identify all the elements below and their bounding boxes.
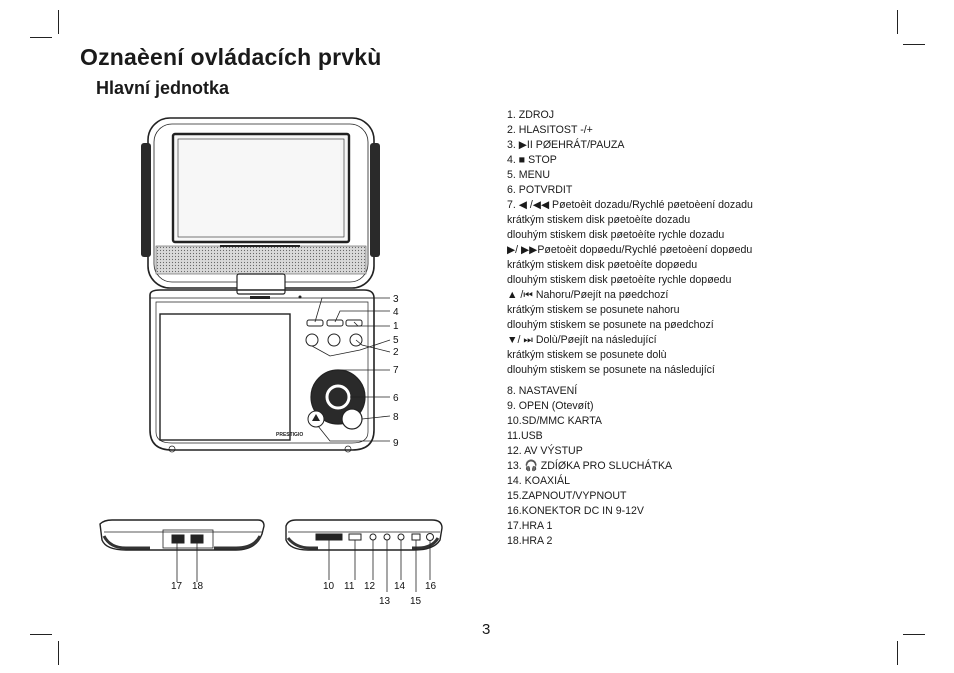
callout-12: 12 <box>364 581 376 592</box>
callout-9: 9 <box>393 438 399 449</box>
legend-item: dlouhým stiskem disk pøetoèíte rychle dozadu <box>507 229 725 241</box>
legend-item: 8. NASTAVENÍ <box>507 385 578 397</box>
legend-item: 5. MENU <box>507 169 550 181</box>
page-title: Oznaèení ovládacích prvkù <box>80 44 382 70</box>
volume-button <box>328 334 340 346</box>
legend-item: ▲ /⏮ Nahoru/Pøejít na pøedchozí <box>507 289 669 301</box>
legend-item: ▼/ ⏭ Dolù/Pøejít na následující <box>507 334 657 346</box>
callout-5: 5 <box>393 335 399 346</box>
legend-item: krátkým stiskem disk pøetoèíte dozadu <box>507 214 691 226</box>
callout-6: 6 <box>393 393 399 404</box>
callout-3: 3 <box>393 294 399 305</box>
callout-13: 13 <box>379 596 391 607</box>
legend-item: 14. KOAXIÁL <box>507 475 571 487</box>
callout-11: 11 <box>344 581 355 592</box>
callout-14: 14 <box>394 581 406 592</box>
legend-item: 10.SD/MMC KARTA <box>507 415 602 427</box>
callout-10: 10 <box>323 581 335 592</box>
legend-item: dlouhým stiskem disk pøetoèíte rychle dopøedu <box>507 274 732 286</box>
power-switch <box>412 534 420 540</box>
callout-labels <box>393 294 399 449</box>
control-buttons <box>306 320 365 429</box>
menu-button <box>306 334 318 346</box>
usb-port <box>349 534 361 540</box>
legend-item: 13. 🎧 ZDÍØKA PRO SLUCHÁTKA <box>507 460 673 472</box>
av-out-jack <box>370 534 376 540</box>
legend-item: 4. ■ STOP <box>507 154 557 166</box>
legend-item: dlouhým stiskem se posunete na pøedchozí <box>507 319 714 331</box>
legend-item: krátkým stiskem se posunete dolù <box>507 349 667 361</box>
callout-1: 1 <box>393 321 399 332</box>
legend-item: 17.HRA 1 <box>507 520 553 532</box>
callout-17: 17 <box>171 581 183 592</box>
legend-item: 1. ZDROJ <box>507 109 555 121</box>
callout-8: 8 <box>393 412 399 423</box>
legend-item: 18.HRA 2 <box>507 535 553 547</box>
legend-item: dlouhým stiskem se posunete na následující <box>507 364 715 376</box>
legend-item: 9. OPEN (Otevøít) <box>507 400 594 412</box>
game1-port <box>172 535 184 543</box>
game2-port <box>191 535 203 543</box>
device-brand-label: PRESTIGIO <box>276 432 304 438</box>
left-side-view <box>100 520 264 582</box>
callout-2: 2 <box>393 347 399 358</box>
callout-4: 4 <box>393 307 399 318</box>
screen-lid <box>141 118 380 288</box>
callout-7: 7 <box>393 365 399 376</box>
legend-item: 11.USB <box>507 430 543 442</box>
page-subtitle: Hlavní jednotka <box>96 78 230 98</box>
legend-item: krátkým stiskem disk pøetoèíte dopøedu <box>507 259 698 271</box>
legend-item: 6. POTVRDIT <box>507 184 573 196</box>
power-button <box>346 320 362 326</box>
coaxial-jack <box>398 534 404 540</box>
legend-item: 12. AV VÝSTUP <box>507 445 583 457</box>
legend-item: 16.KONEKTOR DC IN 9-12V <box>507 505 644 517</box>
sd-card-slot <box>316 534 342 540</box>
legend-item: 7. ◀ /◀◀ Pøetoèit dozadu/Rychlé pøetoèení dozadu <box>507 199 753 211</box>
setup-button <box>342 409 362 429</box>
callout-15: 15 <box>410 596 422 607</box>
disc-lid <box>160 314 290 440</box>
legend-item: ▶/ ▶▶Pøetoèit dopøedu/Rychlé pøetoèení dopøedu <box>507 244 753 256</box>
callout-18: 18 <box>192 581 204 592</box>
page-number: 3 <box>482 621 491 638</box>
legend-item: krátkým stiskem se posunete nahoru <box>507 304 680 316</box>
headphone-jack <box>384 534 390 540</box>
hinge <box>237 274 285 294</box>
legend-item: 2. HLASITOST -/+ <box>507 124 593 136</box>
legend-item: 15.ZAPNOUT/VYPNOUT <box>507 490 627 502</box>
dc-in-jack <box>427 534 434 541</box>
legend-item: 3. ▶II PØEHRÁT/PAUZA <box>507 139 625 151</box>
callout-16: 16 <box>425 581 437 592</box>
stop-button <box>327 320 343 326</box>
